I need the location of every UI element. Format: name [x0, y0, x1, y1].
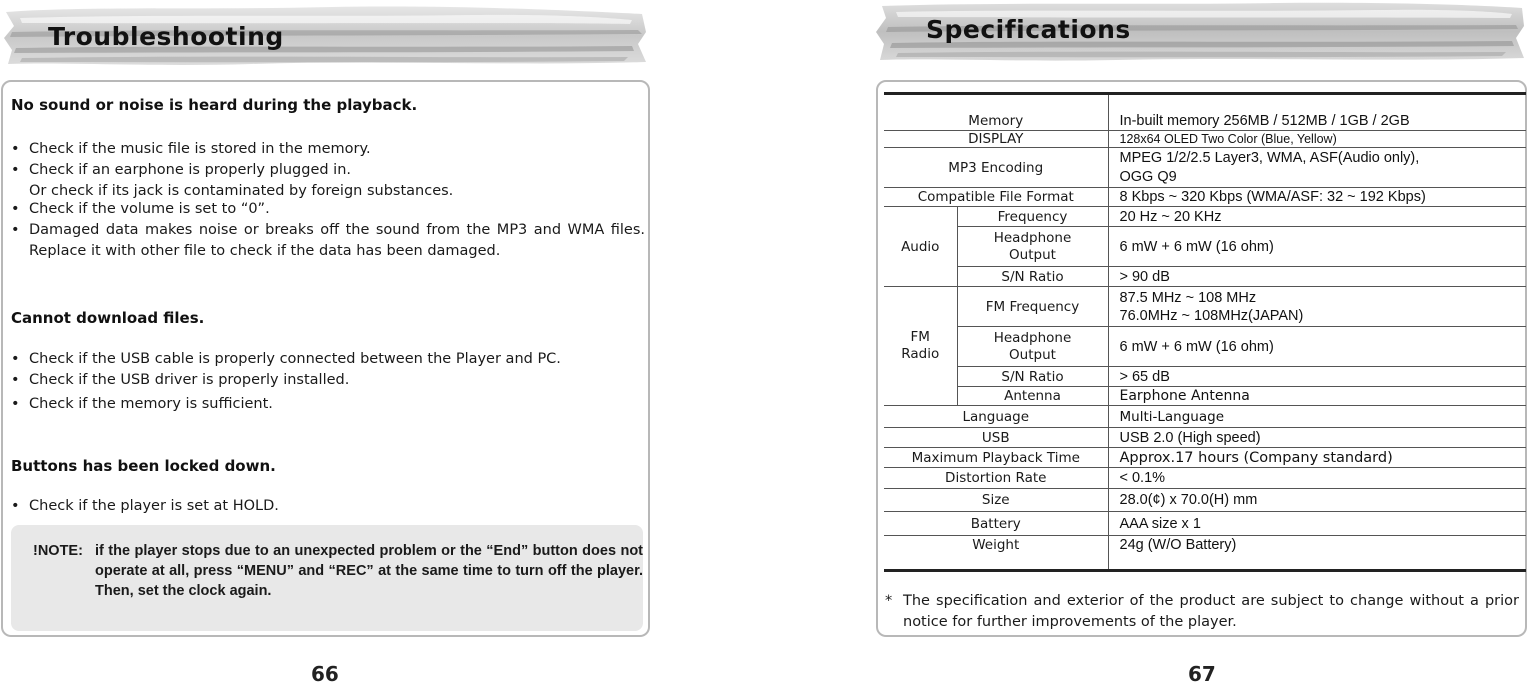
- spec-value-line: 76.0MHz ~ 108MHz(JAPAN): [1119, 307, 1304, 324]
- spec-label: S/N Ratio: [957, 367, 1108, 387]
- spec-label-line: Headphone: [993, 229, 1072, 246]
- note-body: if the player stops due to an unexpected problem or the “End” button does not operate at all, press “MENU” and “REC” at the same time to turn off the player. Then, set the clock again.: [95, 543, 643, 599]
- spec-label: MP3 Encoding: [884, 148, 1108, 188]
- table-row: [884, 536, 1526, 571]
- spec-label: S/N Ratio: [957, 267, 1108, 287]
- spec-value: 8 Kbps ~ 320 Kbps (WMA/ASF: 32 ~ 192 Kbps): [1108, 188, 1526, 207]
- list-item: • Check if an earphone is properly plugged in.: [11, 162, 352, 178]
- spec-value: > 65 dB: [1108, 367, 1526, 387]
- bullet-list: [11, 496, 645, 517]
- table-row: [884, 428, 1526, 448]
- list-item: • Check if the music file is stored in the memory.: [11, 141, 371, 157]
- spec-label: Battery: [884, 512, 1108, 536]
- bullet-list: [11, 139, 645, 262]
- spec-label-line: Headphone: [993, 329, 1072, 346]
- note-label: !NOTE:: [33, 543, 83, 559]
- table-row: [884, 131, 1526, 148]
- page-number: 67: [1188, 662, 1216, 686]
- specifications-table: [884, 92, 1526, 572]
- spec-label-line: Output: [1009, 346, 1056, 363]
- table-row: [884, 367, 1526, 387]
- page-number: 66: [311, 662, 339, 686]
- spec-value: > 90 dB: [1108, 267, 1526, 287]
- table-row: [884, 207, 1526, 227]
- list-item: • Check if the USB driver is properly installed.: [11, 372, 350, 388]
- table-row: [884, 448, 1526, 468]
- spec-value: 6 mW + 6 mW (16 ohm): [1108, 327, 1526, 367]
- spec-value: Multi-Language: [1108, 406, 1526, 428]
- table-row: [884, 489, 1526, 512]
- table-row: [884, 387, 1526, 406]
- table-row: [884, 327, 1526, 367]
- spec-group-line: FM: [910, 329, 930, 345]
- spec-label: Compatible File Format: [884, 188, 1108, 207]
- spec-value: 128x64 OLED Two Color (Blue, Yellow): [1108, 131, 1526, 148]
- table-row: [884, 148, 1526, 188]
- footnote-mark: *: [885, 593, 893, 609]
- table-row: [884, 406, 1526, 428]
- spec-value: AAA size x 1: [1108, 512, 1526, 536]
- spec-value: 24g (W/O Battery): [1108, 536, 1526, 571]
- specifications-banner: [876, 0, 1526, 66]
- section-heading: Buttons has been locked down.: [11, 457, 276, 475]
- table-row: [884, 468, 1526, 489]
- spec-value: [1108, 148, 1526, 188]
- list-item: • Check if the player is set at HOLD.: [11, 498, 279, 514]
- spec-label: Language: [884, 406, 1108, 428]
- troubleshooting-banner: [2, 4, 648, 70]
- spec-label: Antenna: [957, 387, 1108, 406]
- page-title: Troubleshooting: [48, 22, 284, 51]
- spec-label: DISPLAY: [884, 131, 1108, 148]
- spec-value: In-built memory 256MB / 512MB / 1GB / 2GB: [1108, 94, 1526, 131]
- spec-value: Earphone Antenna: [1108, 387, 1526, 406]
- spec-value: < 0.1%: [1108, 468, 1526, 489]
- spec-label: FM Frequency: [957, 287, 1108, 327]
- list-item: • Check if the memory is sufficient.: [11, 396, 273, 412]
- spec-label: Memory: [884, 94, 1108, 131]
- footnote: [885, 591, 1519, 633]
- spec-value: USB 2.0 (High speed): [1108, 428, 1526, 448]
- spec-value-line: MPEG 1/2/2.5 Layer3, WMA, ASF(Audio only),: [1119, 149, 1420, 166]
- spec-value: 20 Hz ~ 20 KHz: [1108, 207, 1526, 227]
- table-row: [884, 512, 1526, 536]
- table-row: [884, 287, 1526, 327]
- list-item: • Check if the volume is set to “0”.: [11, 201, 270, 217]
- bullet-list: [11, 349, 645, 415]
- spec-group-label: Audio: [884, 207, 957, 287]
- spec-group-line: Radio: [901, 346, 940, 362]
- table-row: [884, 94, 1526, 131]
- section-heading: Cannot download files.: [11, 309, 205, 327]
- list-item-continuation: Or check if its jack is contaminated by foreign substances.: [29, 183, 454, 199]
- spec-label: Size: [884, 489, 1108, 512]
- spec-label: Frequency: [957, 207, 1108, 227]
- spec-label: Weight: [884, 536, 1108, 571]
- footnote-text: The specification and exterior of the product are subject to change without a prior notice for further improvements of the player.: [903, 593, 1519, 630]
- table-row: [884, 267, 1526, 287]
- spec-label: Distortion Rate: [884, 468, 1108, 489]
- troubleshooting-panel: [1, 80, 650, 637]
- page-title: Specifications: [926, 15, 1131, 44]
- spec-label: [957, 227, 1108, 267]
- spec-label: Maximum Playback Time: [884, 448, 1108, 468]
- table-row: [884, 227, 1526, 267]
- section-heading: No sound or noise is heard during the playback.: [11, 96, 418, 114]
- list-item: • Check if the USB cable is properly connected between the Player and PC.: [11, 351, 561, 367]
- spec-value: Approx.17 hours (Company standard): [1108, 448, 1526, 468]
- spec-value: 6 mW + 6 mW (16 ohm): [1108, 227, 1526, 267]
- spec-value-line: 87.5 MHz ~ 108 MHz: [1119, 289, 1257, 306]
- spec-value: [1108, 287, 1526, 327]
- list-item: • Damaged data makes noise or breaks off the sound from the MP3 and WMA files. Replace it with other file to check if the data has been damaged.: [11, 222, 645, 259]
- spec-value: 28.0(¢) x 70.0(H) mm: [1108, 489, 1526, 512]
- spec-value-line: OGG Q9: [1119, 168, 1177, 185]
- note-text: [33, 541, 643, 601]
- spec-group-label: [884, 287, 957, 406]
- spec-label: [957, 327, 1108, 367]
- spec-label-line: Output: [1009, 246, 1056, 263]
- spec-label: USB: [884, 428, 1108, 448]
- note-box: [11, 525, 643, 631]
- table-row: [884, 188, 1526, 207]
